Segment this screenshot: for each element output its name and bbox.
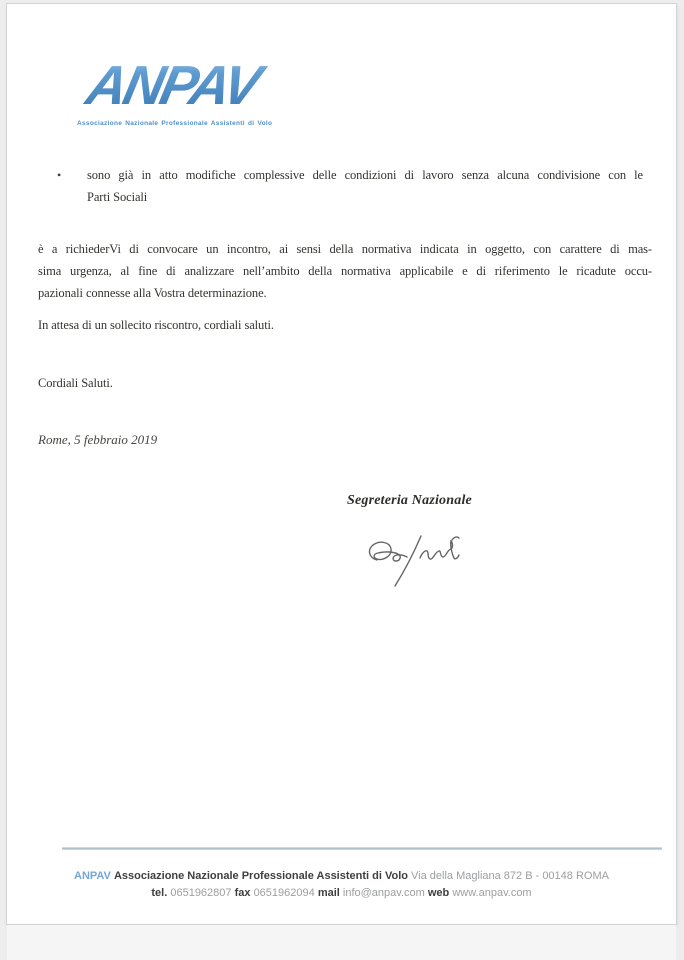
paragraph-salutation: Cordiali Saluti. <box>38 376 113 390</box>
footer-brand: ANPAV <box>74 870 111 882</box>
footer-org-name: Associazione Nazionale Professionale Assistenti di Volo <box>113 870 408 882</box>
bullet-item <box>57 164 649 208</box>
dateline: Rome, 5 febbraio 2019 <box>38 432 158 447</box>
bullet-marker-icon: • <box>57 168 62 182</box>
scan-background <box>7 925 676 960</box>
footer-contact-line <box>7 885 676 901</box>
footer-fax-value: 0651962094 <box>253 887 315 899</box>
bullet-line: sono già in atto modifiche complessive delle condizioni di lavoro senza alcuna condivisione con le <box>87 168 643 182</box>
logo-caption: Associazione Nazionale Professionale Assistenti di Volo <box>77 120 273 127</box>
bullet-text <box>87 164 643 208</box>
footer-fax-label: fax <box>234 887 251 899</box>
footer-mail-value: info@anpav.com <box>342 887 425 899</box>
signature-scribble <box>357 528 477 599</box>
footer-tel-value: 0651962807 <box>170 887 232 899</box>
footer-divider <box>62 847 662 850</box>
anpav-logo <box>77 52 273 127</box>
logo-wordmark: ANPAV <box>81 54 264 114</box>
paragraph-line: è a richiederVi di convocare un incontro, ai sensi della normativa indicata in oggetto, con carattere di mas- <box>38 242 652 256</box>
footer-web-value: www.anpav.com <box>452 887 532 899</box>
letter-page <box>7 4 676 924</box>
paragraph-line: sima urgenza, al fine di analizzare nell’ambito della normativa applicabile e di riferimento le ricadute occu- <box>38 264 652 278</box>
bullet-line: Parti Sociali <box>87 190 148 204</box>
paragraph-line: pazionali connesse alla Vostra determinazione. <box>38 286 267 300</box>
paragraph-closing: In attesa di un sollecito riscontro, cordiali saluti. <box>38 318 274 332</box>
footer-mail-label: mail <box>317 887 340 899</box>
signature-icon <box>357 528 477 594</box>
signature-title: Segreteria Nazionale <box>347 493 472 508</box>
footer-org-line <box>7 868 676 884</box>
footer-address: Via della Magliana 872 B - 00148 ROMA <box>411 870 609 882</box>
paragraph-request <box>38 238 652 304</box>
anpav-logo-icon <box>77 52 273 114</box>
footer-tel-label: tel. <box>151 887 168 899</box>
footer-web-label: web <box>427 887 450 899</box>
